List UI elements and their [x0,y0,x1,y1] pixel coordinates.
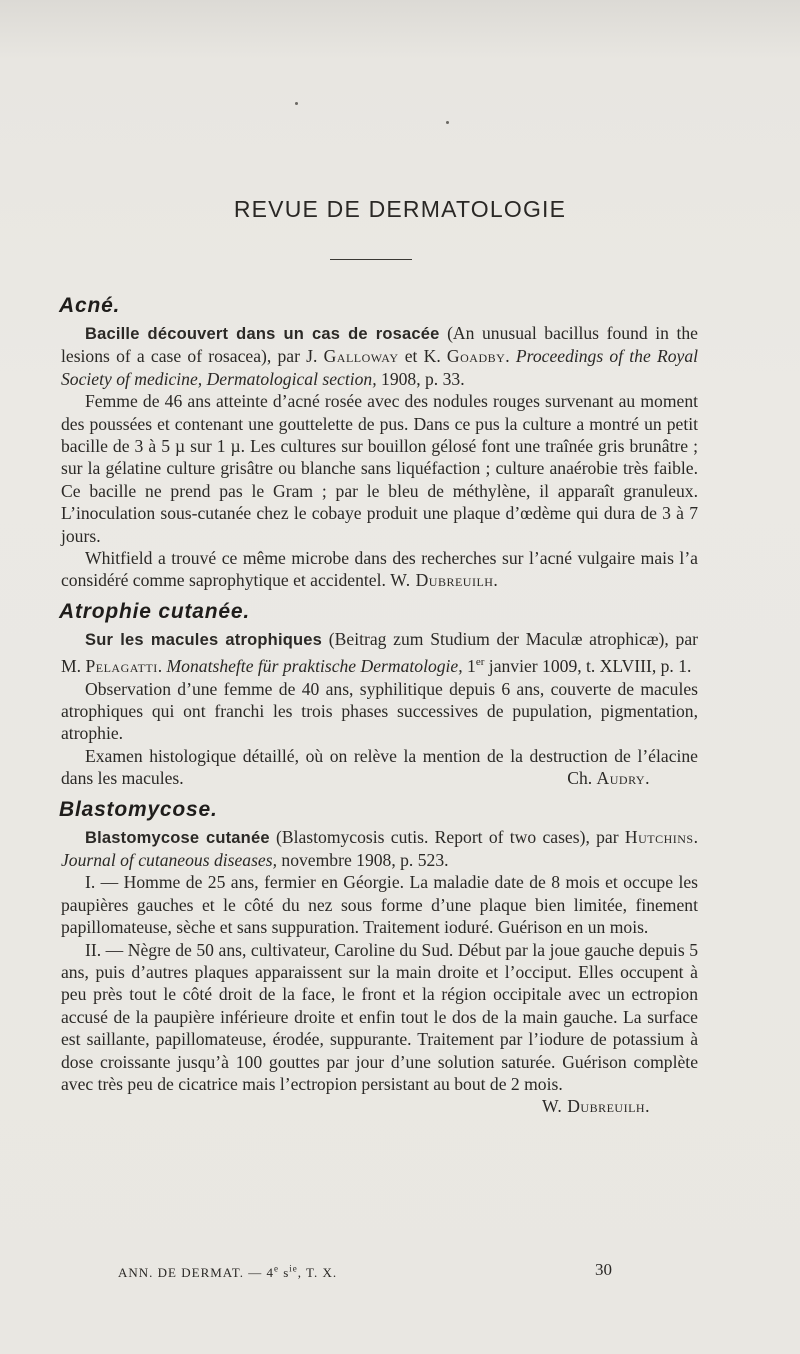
acne-lead-title: Bacille découvert dans un cas de rosacée [85,325,440,343]
article-body [61,292,698,1118]
atrophie-paragraph-2 [61,745,698,790]
blasto-ref-text: novembre 1908, p. 523. [277,849,449,870]
atrophie-lead-title: Sur les macules atrophiques [85,630,323,649]
speck-mark [446,121,449,124]
signature: W. Dubreuilh. [390,570,499,591]
atrophie-reference [61,628,698,678]
author-name: Galloway [323,346,399,367]
superscript: ie [289,1264,298,1274]
section-title-acne: Acné. [59,294,121,317]
author-name: Pelagatti [85,656,158,677]
running-footer-text: , T. X. [297,1265,338,1281]
running-footer-text: s [278,1265,290,1281]
acne-ref-text: . [505,346,516,367]
signature: W. Dubreuilh. [541,1096,650,1117]
section-title-blastomycose: Blastomycose. [59,797,218,821]
blasto-paragraph-2-text: II. — Nègre de 50 ans, cultivateur, Caroline du Sud. Début par la joue gauche depuis 5 ans, puis d’autres plaques apparaissent sur la main droite et l’occiput. Elles occupent à peu près tout le côté droit de la face, le front et la région occipitale avec un ectropion accusé de la paupière inférieure droite et enfin tout le dos de la main gauche. La surface est saillante, papillomateuse, érodée, suppurante. Traitement par l’iodure de potassium à dose croissante jusqu’à 100 gouttes par jour d’une solution saturée. Guérison complète avec très peu de cicatrice mais l’ectropion persistant au bout de 2 mois. [61,939,698,1095]
running-footer-text: ANN. DE DERMAT. — 4 [118,1265,274,1281]
superscript: er [475,656,485,669]
acne-ref-text: et K. [398,346,447,367]
signature-name: Audry. [596,768,650,789]
atrophie-ref-text: . [157,656,167,677]
running-footer [118,1265,337,1280]
blasto-ref-text: (Blastomycosis cutis. Report of two cases), par [269,826,625,847]
blasto-paragraph-1: I. — Homme de 25 ans, fermier en Géorgie. La maladie date de 8 mois et occupe les paupières gauches et le côté du nez sous forme d’une plaque bien limitée, finement papillomateuse, sèche et sans suppuration. Traitement ioduré. Guérison en un mois. [61,872,698,938]
acne-paragraph-2-text: Whitfield a trouvé ce même microbe dans des recherches sur l’acné vulgaire mais l’a considéré comme saprophytique et accidentel. [61,548,698,591]
page-header: REVUE DE DERMATOLOGIE [233,196,567,222]
speck-mark [295,102,298,105]
journal-name: Journal of cutaneous diseases, [61,849,277,870]
atrophie-ref-text: 1 [462,656,476,677]
signature-initials: Ch. [567,768,597,789]
atrophie-ref-text: (Beitrag zum Studium der Maculæ atrophicæ), par M. [61,628,698,677]
journal-name: Proceedings of the Royal Society of medicine, Dermatological section, [61,346,699,389]
author-name: Hutchins [624,826,694,847]
header-rule [330,259,412,260]
page-number: 30 [595,1260,612,1279]
journal-name: Monatshefte für praktische Dermatologie, [166,656,463,677]
blasto-reference [61,826,698,872]
author-name: Goadby [446,346,506,367]
acne-paragraph-1: Femme de 46 ans atteinte d’acné rosée avec des nodules rouges survenant au moment des poussées et contenant une gouttelette de pus. Dans ce pus la culture a montré un petit bacille de 3 à 5 µ sur 1 µ. Les cultures sur bouillon gélosé font une traînée gris brunâtre ; sur la gélatine culture grisâtre ou blanche sans liquéfaction ; culture anaérobie très faible. Ce bacille ne prend pas le Gram ; par le bleu de méthylène, il apparaît granuleux. L’inoculation sous-cutanée chez le cobaye produit une plaque d’œdème qui dura de 3 à 7 jours. [61,391,698,546]
atrophie-paragraph-1: Observation d’une femme de 40 ans, syphilitique depuis 6 ans, couverte de macules atrophiques qui ont franchi les trois phases successives de pupulation, pigmentation, atrophie. [61,678,698,744]
section-title-atrophie: Atrophie cutanée. [59,599,250,623]
blasto-ref-text: . [693,826,698,847]
superscript: e [273,1264,279,1274]
signature [543,767,650,789]
acne-paragraph-2 [61,547,698,592]
atrophie-ref-text: janvier 1009, t. XLVIII, p. 1. [484,656,692,677]
atrophie-paragraph-2-text: Examen histologique détaillé, où on relève la mention de la destruction de l’élacine dans les macules. [61,745,698,789]
acne-reference [61,322,698,390]
blasto-lead-title: Blastomycose cutanée [85,828,270,847]
acne-ref-text: (An unusual bacillus found in the lesions of a case of rosacea), par J. [61,323,698,367]
page-footer [118,1260,618,1281]
acne-ref-text: 1908, p. 33. [376,368,465,389]
blasto-paragraph-2 [61,939,698,1117]
